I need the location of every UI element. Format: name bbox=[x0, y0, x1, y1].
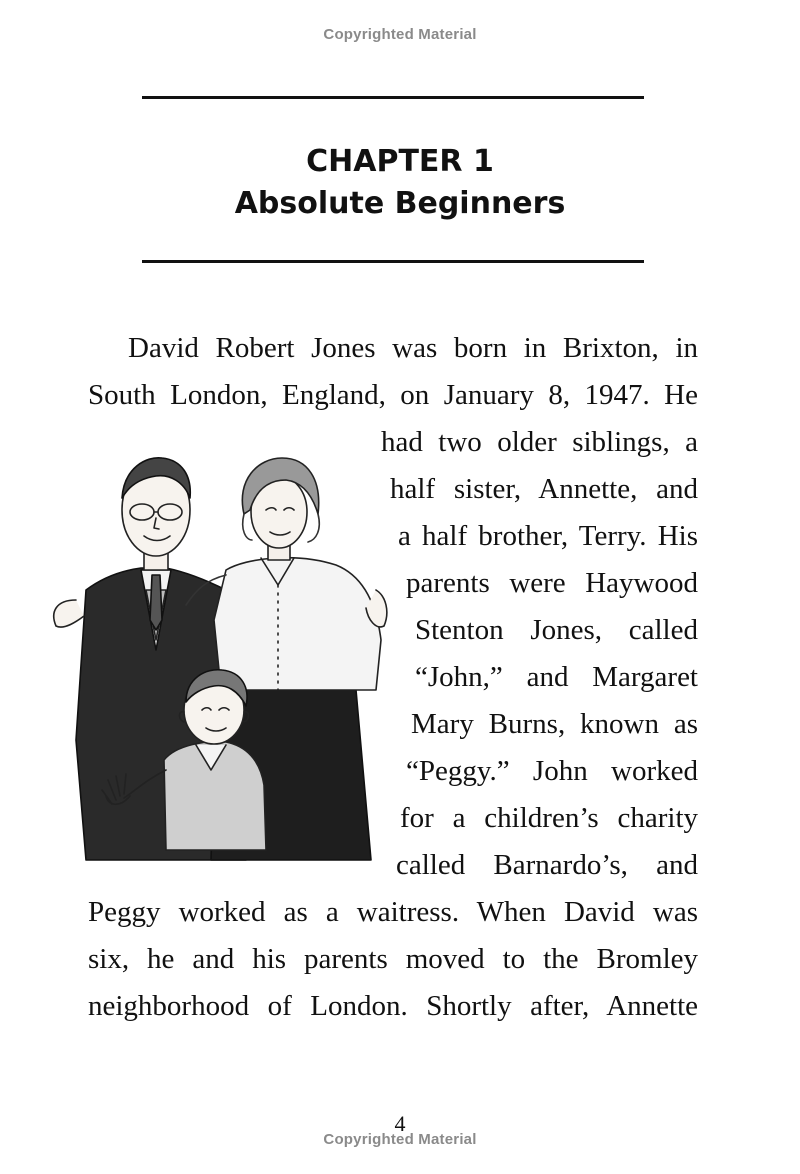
chapter-rule-bottom bbox=[142, 260, 644, 263]
body-line: half sister, Annette, and bbox=[390, 473, 698, 505]
chapter-rule-top bbox=[142, 96, 644, 99]
body-line: had two older siblings, a bbox=[381, 426, 698, 458]
body-line: parents were Haywood bbox=[406, 567, 698, 599]
body-line: for a children’s charity bbox=[400, 802, 698, 834]
body-line: six, he and his parents moved to the Bromley bbox=[88, 943, 698, 975]
body-line: Mary Burns, known as bbox=[411, 708, 698, 740]
chapter-title: Absolute Beginners bbox=[234, 186, 566, 221]
body-line: called Barnardo’s, and bbox=[396, 849, 698, 881]
body-line: Peggy worked as a waitress. When David was bbox=[88, 896, 698, 928]
family-portrait-illustration bbox=[46, 440, 390, 864]
copyright-watermark-top: Copyrighted Material bbox=[323, 26, 477, 43]
body-line: a half brother, Terry. His bbox=[398, 520, 698, 552]
body-line: “John,” and Margaret bbox=[415, 661, 698, 693]
body-line: David Robert Jones was born in Brixton, in bbox=[128, 332, 698, 364]
page-number: 4 bbox=[394, 1111, 406, 1136]
copyright-watermark-bottom: Copyrighted Material bbox=[323, 1131, 477, 1148]
body-line: “Peggy.” John worked bbox=[406, 755, 698, 787]
body-line: Stenton Jones, called bbox=[415, 614, 698, 646]
body-line: neighborhood of London. Shortly after, Annette bbox=[88, 990, 698, 1022]
chapter-number: CHAPTER 1 bbox=[306, 144, 494, 179]
body-line: South London, England, on January 8, 1947. He bbox=[88, 379, 698, 411]
